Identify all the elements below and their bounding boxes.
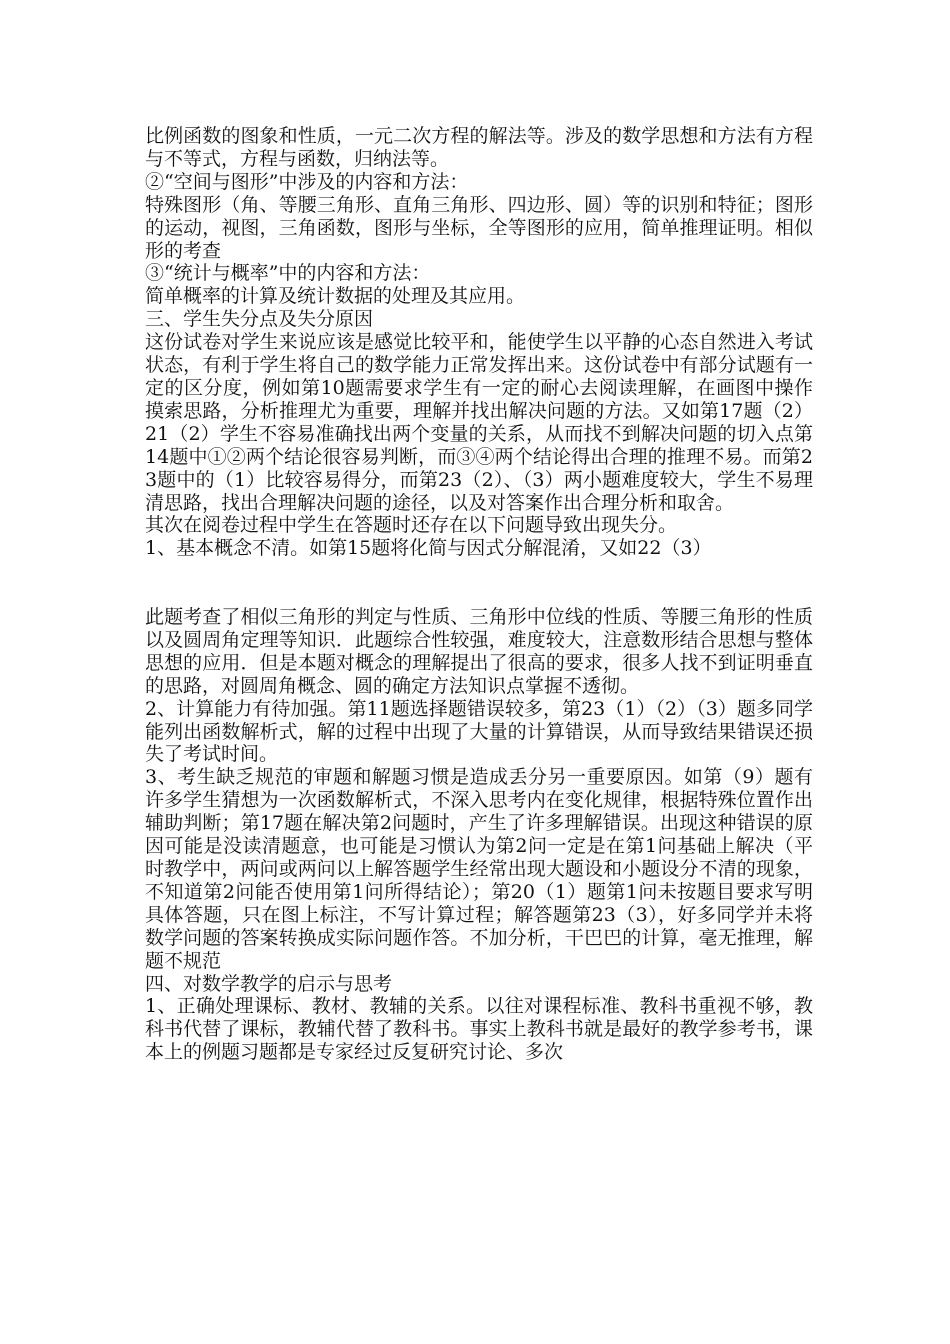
- paragraph-heading-space-shape: ②“空间与图形”中涉及的内容和方法：: [145, 170, 469, 193]
- paragraph-statistics-content: 简单概率的计算及统计数据的处理及其应用。: [145, 285, 526, 308]
- section-heading-4: 四、对数学教学的启示与思考: [145, 972, 393, 995]
- paragraph-teaching-point-1: 1、正确处理课标、教材、教辅的关系。以往对课程标准、教科书重视不够，教科书代替了课标，教辅代替了教科书。事实上教科书就是最好的教学参考书，课本上的例题习题都是专家经过反复研究讨论、多次: [145, 995, 813, 1064]
- paragraph-question-22-analysis: 此题考查了相似三角形的判定与性质、三角形中位线的性质、等腰三角形的性质以及圆周角定理等知识．此题综合性较强，难度较大，注意数形结合思想与整体思想的应用．但是本题对概念的理解提出了很高的要求，很多人找不到证明垂直的思路，对圆周角概念、圆的确定方法知识点掌握不透彻。: [145, 606, 813, 697]
- paragraph-point-1: 1、基本概念不清。如第15题将化简与因式分解混淆，又如22（3）: [145, 537, 712, 560]
- paragraph-space-shape-content: 特殊图形（角、等腰三角形、直角三角形、四边形、圆）等的识别和特征；图形的运动，视图，三角函数，图形与坐标，全等图形的应用，简单推理证明。相似形的考查: [145, 193, 813, 262]
- section-heading-3: 三、学生失分点及失分原因: [145, 308, 374, 331]
- paragraph-grading-issues: 其次在阅卷过程中学生在答题时还存在以下问题导致出现失分。: [145, 514, 678, 537]
- paragraph-point-2: 2、计算能力有待加强。第11题选择题错误较多，第23（1）（2）（3）题多同学能列出函数解析式，解的过程中出现了大量的计算错误，从而导致结果错误还损失了考试时间。: [145, 697, 813, 766]
- document-body: [145, 125, 813, 1064]
- paragraph-point-3: 3、考生缺乏规范的审题和解题习惯是造成丢分另一重要原因。如第（9）题有许多学生猜想为一次函数解析式，不深入思考内在变化规律，根据特殊位置作出辅助判断；第17题在解决第2问题时，产生了许多理解错误。出现这种错误的原因可能是没读清题意，也可能是习惯认为第2问一定是在第1问基础上解决（平时教学中，两问或两问以上解答题学生经常出现大题设和小题设分不清的现象，不知道第2问能否使用第1问所得结论）；第20（1）题第1问未按题目要求写明具体答题，只在图上标注，不写计算过程；解答题第23（3），好多同学并未将数学问题的答案转换成实际问题作答。不加分析，干巴巴的计算，毫无推理，解题不规范: [145, 766, 813, 972]
- paragraph-heading-statistics: ③“统计与概率”中的内容和方法：: [145, 262, 431, 285]
- paragraph-exam-analysis: 这份试卷对学生来说应该是感觉比较平和，能使学生以平静的心态自然进入考试状态，有利于学生将自己的数学能力正常发挥出来。这份试卷中有部分试题有一定的区分度，例如第10题需要求学生有一定的耐心去阅读理解，在画图中操作摸索思路，分析推理尤为重要，理解并找出解决问题的方法。又如第17题（2）21（2）学生不容易准确找出两个变量的关系，从而找不到解决问题的切入点第14题中①②两个结论很容易判断，而③④两个结论得出合理的推理不易。而第23题中的（1）比较容易得分，而第23（2）、（3）两小题难度较大，学生不易理清思路，找出合理解决问题的途径，以及对答案作出合理分析和取舍。: [145, 331, 813, 514]
- paragraph-continuation: 比例函数的图象和性质，一元二次方程的解法等。涉及的数学思想和方法有方程与不等式，方程与函数，归纳法等。: [145, 125, 813, 170]
- blank-line: [145, 560, 813, 606]
